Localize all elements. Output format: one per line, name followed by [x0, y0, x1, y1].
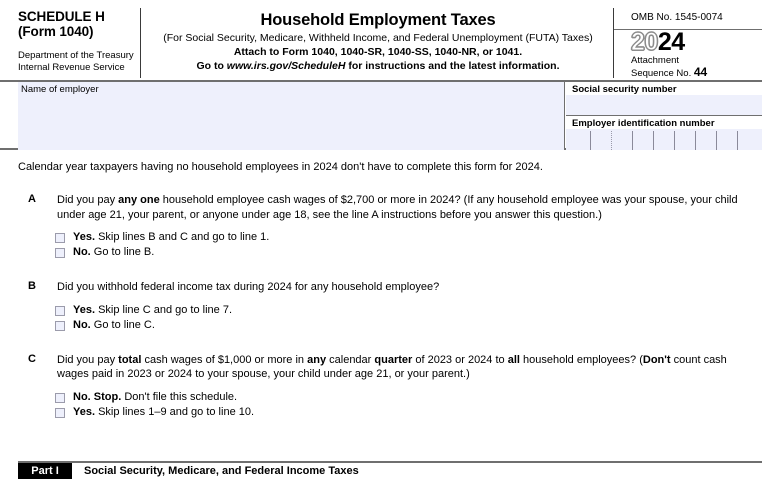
- body-text: cash wages of $1,000 or more in: [141, 353, 308, 366]
- schedule-title: [18, 10, 140, 39]
- form-body: [0, 150, 762, 420]
- ein-digit-cell[interactable]: [717, 131, 738, 150]
- checkbox[interactable]: [55, 393, 65, 403]
- question-letter: B: [28, 280, 36, 292]
- body-text: household employees? (: [519, 353, 643, 366]
- attachment-sequence-line: [631, 64, 762, 80]
- department-line1: Department of the Treasury: [18, 50, 134, 61]
- ein-digit-cell[interactable]: [675, 131, 696, 150]
- answer-choice[interactable]: [55, 319, 762, 333]
- answer-choices: [55, 304, 762, 333]
- answer-choice-label: [73, 246, 154, 259]
- attachment-sequence-number: 44: [693, 64, 708, 79]
- question-c: [0, 353, 762, 420]
- ein-digit-cell[interactable]: [696, 131, 717, 150]
- employer-identification-number-label: Employer identification number: [566, 116, 762, 129]
- schedule-identifier-block: [18, 10, 140, 73]
- name-of-employer-field[interactable]: [18, 82, 565, 150]
- part-one-tag: Part I: [18, 463, 72, 479]
- body-text: Skip line C and go to line 7.: [95, 303, 233, 316]
- answer-choices: [55, 231, 762, 260]
- tax-year-prefix: 20: [631, 28, 658, 56]
- tax-year-suffix: 24: [657, 28, 685, 56]
- body-text: Go to line C.: [90, 318, 155, 331]
- emphasis-text: Yes.: [73, 303, 96, 316]
- body-text: Skip lines 1–9 and go to line 10.: [95, 405, 255, 418]
- emphasis-text: No.: [73, 318, 91, 331]
- emphasis-text: any one: [118, 194, 160, 206]
- question-letter: A: [28, 193, 36, 205]
- answer-choice[interactable]: [55, 304, 762, 318]
- ein-digit-cell[interactable]: [738, 131, 758, 150]
- goto-suffix: for instructions and the latest information.: [345, 59, 560, 72]
- checkbox[interactable]: [55, 408, 65, 418]
- body-text: count cash wages paid in 2023 or 2024 to your spouse, your child under age 21, or your parent.): [57, 353, 727, 380]
- social-security-number-label: Social security number: [566, 82, 762, 95]
- body-text: Did you withhold federal income tax during 2024 for any household employee?: [57, 281, 440, 293]
- name-of-employer-label: Name of employer: [21, 84, 99, 95]
- body-text: of 2023 or 2024 to: [412, 353, 508, 366]
- tax-year: [631, 30, 762, 55]
- attachment-sequence-label: Sequence No.: [631, 67, 694, 79]
- employer-identification-number-field[interactable]: [566, 116, 762, 150]
- body-text: Go to line B.: [90, 246, 155, 258]
- answer-choice-label: [73, 304, 232, 317]
- department-line2: Internal Revenue Service: [18, 61, 125, 73]
- emphasis-text: Yes.: [73, 231, 96, 243]
- body-text: Don't file this schedule.: [121, 390, 238, 403]
- checkbox[interactable]: [55, 248, 65, 258]
- question-text: [57, 353, 738, 382]
- answer-choice-label: [73, 406, 254, 419]
- body-text: Did you pay: [57, 353, 119, 366]
- question-text: [57, 280, 738, 295]
- schedule-title-line2: (Form 1040): [18, 23, 94, 39]
- form-title-block: [145, 11, 611, 73]
- emphasis-text: all: [507, 353, 520, 366]
- calendar-year-note: Calendar year taxpayers having no household employees in 2024 don't have to complete this form for 2024.: [18, 161, 543, 173]
- answer-choice-label: [73, 319, 155, 332]
- ein-digit-cell[interactable]: [591, 131, 612, 150]
- checkbox[interactable]: [55, 233, 65, 243]
- emphasis-text: any: [307, 353, 327, 366]
- checkbox[interactable]: [55, 306, 65, 316]
- question-text: [57, 193, 738, 222]
- department-block: [18, 50, 140, 73]
- checkbox[interactable]: [55, 321, 65, 331]
- omb-block: [614, 8, 762, 78]
- attachment-sequence: [631, 56, 762, 79]
- emphasis-text: total: [118, 353, 142, 366]
- question-b: [0, 280, 762, 333]
- part-one-header: [18, 463, 762, 477]
- ein-digit-cell[interactable]: [633, 131, 654, 150]
- emphasis-text: Yes.: [73, 405, 96, 418]
- body-text: Did you pay: [57, 194, 119, 206]
- part-one-heading: Social Security, Medicare, and Federal Income Taxes: [84, 465, 359, 477]
- schedule-title-line1: SCHEDULE H: [18, 9, 105, 24]
- tax-year-block: [614, 30, 762, 77]
- emphasis-text: Don't: [642, 353, 671, 366]
- identification-block: [0, 82, 762, 150]
- goto-prefix: Go to: [196, 59, 227, 72]
- omb-number: OMB No. 1545-0074: [614, 8, 762, 30]
- social-security-number-field[interactable]: [566, 82, 762, 116]
- body-text: household employee cash wages of $2,700 or more in 2024? (If any household employee was your spouse, your child under age 21, your parent, or anyone under age 18, see the line A instructions before you answer this question.): [57, 194, 738, 221]
- header-divider-left: [140, 8, 141, 78]
- answer-choice[interactable]: [55, 406, 762, 420]
- answer-choice[interactable]: [55, 231, 762, 245]
- attach-instruction: Attach to Form 1040, 1040-SR, 1040-SS, 1040-NR, or 1041.: [233, 46, 523, 58]
- goto-instruction: [145, 60, 611, 74]
- questions-list: [0, 193, 762, 420]
- ein-digit-cell[interactable]: [654, 131, 675, 150]
- body-text: Skip lines B and C and go to line 1.: [95, 231, 270, 243]
- answer-choice[interactable]: [55, 246, 762, 260]
- answer-choice-label: [73, 231, 269, 244]
- emphasis-text: quarter: [374, 353, 413, 366]
- question-letter: C: [28, 352, 36, 365]
- emphasis-text: No.: [73, 246, 91, 258]
- question-a: [0, 193, 762, 260]
- form-subtitle: (For Social Security, Medicare, Withheld Income, and Federal Unemployment (FUTA) Taxes): [163, 32, 593, 44]
- body-text: calendar: [326, 353, 375, 366]
- attachment-label: Attachment: [631, 55, 680, 66]
- irs-url[interactable]: www.irs.gov/ScheduleH: [226, 59, 346, 72]
- page-title: Household Employment Taxes: [260, 11, 496, 29]
- answer-choice-label: [73, 391, 237, 404]
- ein-digit-cell[interactable]: [612, 131, 633, 150]
- emphasis-text: No. Stop.: [73, 390, 122, 403]
- answer-choices: [55, 391, 762, 420]
- ein-digit-boxes[interactable]: [570, 131, 758, 150]
- form-header: [0, 0, 762, 82]
- ein-digit-cell[interactable]: [570, 131, 591, 150]
- answer-choice[interactable]: [55, 391, 762, 405]
